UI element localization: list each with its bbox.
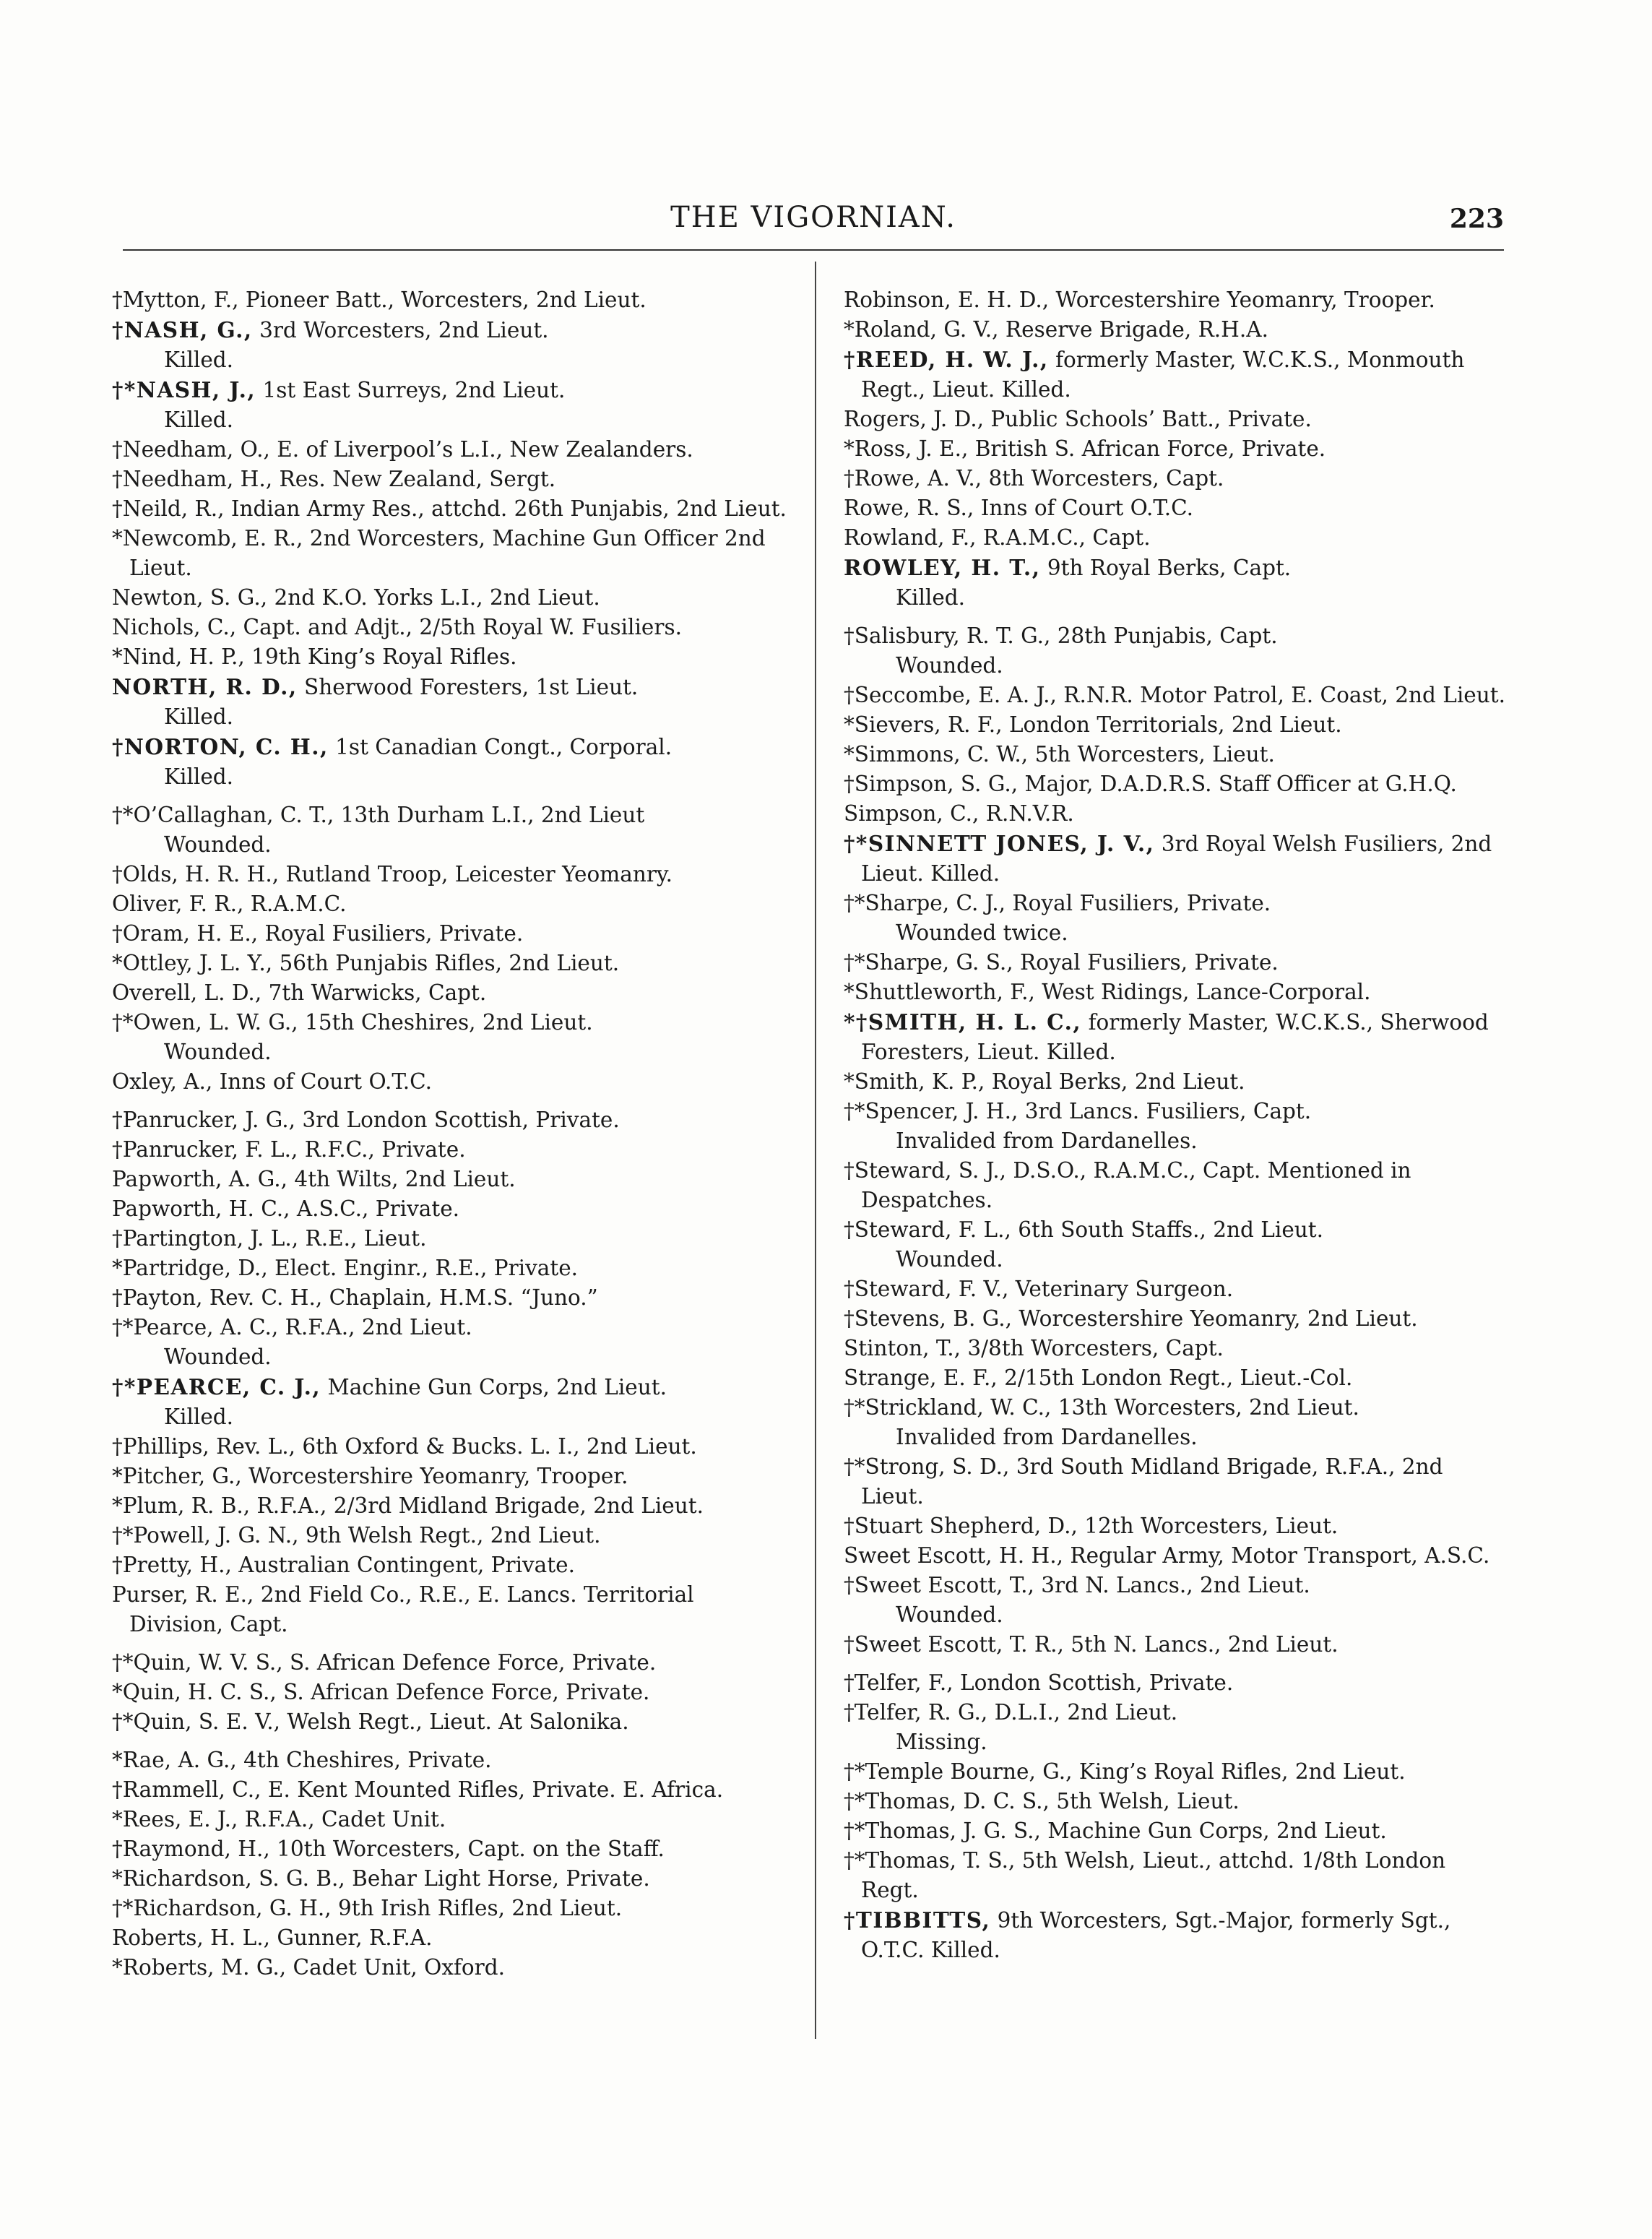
entry-details: Sherwood Foresters, 1st Lieut. — [297, 675, 639, 699]
roll-entry — [112, 1953, 787, 1983]
entry-text: †*Thomas, J. G. S., Machine Gun Corps, 2nd Lieut. — [844, 1819, 1387, 1843]
roll-entry — [112, 860, 787, 889]
roll-entry — [112, 1923, 787, 1953]
entry-text: †Oram, H. E., Royal Fusiliers, Private. — [112, 921, 524, 946]
roll-entry — [112, 1775, 787, 1805]
entry-text: *Richardson, S. G. B., Behar Light Horse, Private. — [112, 1866, 650, 1891]
entry-text: †Pretty, H., Australian Contingent, Private. — [112, 1553, 575, 1577]
roll-entry — [112, 375, 787, 435]
entry-text: †*Temple Bourne, G., King’s Royal Rifles, 2nd Lieut. — [844, 1759, 1406, 1784]
entry-text: Oliver, F. R., R.A.M.C. — [112, 892, 347, 916]
entry-name: †NORTON, C. H., — [112, 734, 329, 759]
page-title: THE VIGORNIAN. — [670, 201, 956, 234]
roll-entry — [112, 1648, 787, 1678]
roll-entry — [844, 1541, 1508, 1571]
entry-details: formerly Master, W.C.K.S., Monmouth Regt., Lieut. Killed. — [861, 348, 1465, 402]
roll-entry — [844, 948, 1508, 978]
roll-entry — [112, 949, 787, 978]
entry-text: †Stuart Shepherd, D., 12th Worcesters, Lieut. — [844, 1514, 1339, 1538]
entry-text: †Steward, F. V., Veterinary Surgeon. — [844, 1277, 1234, 1301]
roll-entry — [112, 1008, 787, 1067]
roll-entry — [112, 1224, 787, 1254]
roll-entry — [112, 1834, 787, 1864]
roll-entry — [844, 345, 1508, 405]
roll-entry — [112, 1707, 787, 1737]
entry-note: Invalided from Dardanelles. — [896, 1129, 1198, 1153]
entry-text: Simpson, C., R.N.V.R. — [844, 801, 1074, 826]
entry-text: Overell, L. D., 7th Warwicks, Capt. — [112, 980, 487, 1005]
roll-entry — [112, 285, 787, 315]
entry-name: †*PEARCE, C. J., — [112, 1374, 321, 1399]
roll-entry — [112, 465, 787, 494]
roll-entry — [844, 829, 1508, 889]
roll-entry — [112, 1313, 787, 1372]
column-divider — [815, 262, 816, 2039]
roll-entry — [844, 1007, 1508, 1067]
entry-details: 3rd Worcesters, 2nd Lieut. — [252, 318, 549, 342]
entry-text: *Roberts, M. G., Cadet Unit, Oxford. — [112, 1955, 506, 1980]
header-rule — [123, 249, 1504, 251]
entry-text: †*Sharpe, C. J., Royal Fusiliers, Private. — [844, 891, 1271, 915]
roll-entry — [112, 1521, 787, 1550]
entry-text: *Newcomb, E. R., 2nd Worcesters, Machine Gun Officer 2nd Lieut. — [112, 526, 766, 580]
entry-text: †Partington, J. L., R.E., Lieut. — [112, 1226, 427, 1251]
roll-entry — [844, 1215, 1508, 1274]
entry-note: Wounded twice. — [896, 920, 1068, 945]
roll-entry — [112, 315, 787, 375]
roll-entry — [112, 1283, 787, 1313]
roll-entry — [112, 672, 787, 732]
entry-text: Purser, R. E., 2nd Field Co., R.E., E. Lancs. Territorial Division, Capt. — [112, 1582, 694, 1636]
left-column — [112, 285, 787, 1983]
roll-entry — [844, 1067, 1508, 1097]
entry-name: †NASH, G., — [112, 317, 253, 342]
entry-text: *Plum, R. B., R.F.A., 2/3rd Midland Brigade, 2nd Lieut. — [112, 1493, 704, 1518]
roll-entry — [112, 1105, 787, 1135]
entry-text: *Simmons, C. W., 5th Worcesters, Lieut. — [844, 742, 1275, 767]
entry-text: †Panrucker, F. L., R.F.C., Private. — [112, 1137, 466, 1162]
roll-entry — [844, 1630, 1508, 1660]
roll-entry — [844, 1097, 1508, 1156]
entry-note: Wounded. — [896, 1602, 1003, 1627]
roll-entry — [844, 889, 1508, 948]
roll-entry — [844, 1698, 1508, 1757]
entry-name: ROWLEY, H. T., — [844, 555, 1041, 580]
entry-text: Robinson, E. H. D., Worcestershire Yeomanry, Trooper. — [844, 288, 1435, 312]
roll-entry — [112, 1894, 787, 1923]
entry-text: †*Sharpe, G. S., Royal Fusiliers, Private. — [844, 950, 1279, 975]
entry-text: †Rowe, A. V., 8th Worcesters, Capt. — [844, 466, 1224, 491]
entry-note: Invalided from Dardanelles. — [896, 1425, 1198, 1449]
entry-text: †*Richardson, G. H., 9th Irish Rifles, 2nd Lieut. — [112, 1896, 623, 1920]
roll-entry — [112, 1678, 787, 1707]
roll-entry — [844, 553, 1508, 613]
roll-entry — [112, 613, 787, 642]
entry-text: Sweet Escott, H. H., Regular Army, Motor Transport, A.S.C. — [844, 1543, 1490, 1568]
roll-entry — [112, 1432, 787, 1462]
entry-text: †*Thomas, T. S., 5th Welsh, Lieut., attchd. 1/8th London Regt. — [844, 1848, 1446, 1902]
roll-entry — [112, 1550, 787, 1580]
roll-entry — [844, 464, 1508, 493]
entry-text: *Shuttleworth, F., West Ridings, Lance-Corporal. — [844, 980, 1371, 1004]
roll-entry — [112, 524, 787, 583]
entry-text: †*Thomas, D. C. S., 5th Welsh, Lieut. — [844, 1789, 1240, 1813]
roll-entry — [844, 799, 1508, 829]
roll-entry — [112, 801, 787, 860]
entry-text: †*Spencer, J. H., 3rd Lancs. Fusiliers, Capt. — [844, 1099, 1312, 1123]
entry-details: 1st Canadian Congt., Corporal. — [328, 735, 673, 759]
entry-text: *Rees, E. J., R.F.A., Cadet Unit. — [112, 1807, 446, 1832]
roll-entry — [844, 1304, 1508, 1334]
entry-text: †*Quin, W. V. S., S. African Defence Force, Private. — [112, 1650, 657, 1675]
entry-details: 9th Worcesters, Sgt.-Major, formerly Sgt., O.T.C. Killed. — [861, 1908, 1451, 1962]
roll-entry — [112, 978, 787, 1008]
entry-text: Newton, S. G., 2nd K.O. Yorks L.I., 2nd Lieut. — [112, 585, 600, 610]
roll-entry — [112, 435, 787, 465]
entry-text: Oxley, A., Inns of Court O.T.C. — [112, 1069, 432, 1094]
entry-text: †*Strickland, W. C., 13th Worcesters, 2nd Lieut. — [844, 1395, 1359, 1420]
entry-text: Rowe, R. S., Inns of Court O.T.C. — [844, 496, 1194, 520]
entry-note: Wounded. — [896, 1247, 1003, 1272]
entry-text: †Neild, R., Indian Army Res., attchd. 26th Punjabis, 2nd Lieut. — [112, 496, 787, 521]
entry-text: Nichols, C., Capt. and Adjt., 2/5th Royal W. Fusiliers. — [112, 615, 682, 639]
roll-entry — [844, 1787, 1508, 1816]
roll-entry — [844, 1846, 1508, 1905]
entry-text: †Sweet Escott, T., 3rd N. Lancs., 2nd Lieut. — [844, 1573, 1310, 1597]
roll-entry — [112, 583, 787, 613]
roll-entry — [112, 1372, 787, 1432]
entry-text: Stinton, T., 3/8th Worcesters, Capt. — [844, 1336, 1224, 1360]
entry-note: Killed. — [896, 585, 966, 610]
entry-text: *Pitcher, G., Worcestershire Yeomanry, Trooper. — [112, 1464, 628, 1488]
roll-entry — [112, 494, 787, 524]
roll-entry — [844, 769, 1508, 799]
entry-text: †*Pearce, A. C., R.F.A., 2nd Lieut. — [112, 1315, 472, 1339]
entry-text: †*O’Callaghan, C. T., 13th Durham L.I., 2nd Lieut — [112, 803, 645, 827]
roll-entry — [844, 681, 1508, 710]
entry-note: Wounded. — [164, 1040, 272, 1064]
entry-text: *Quin, H. C. S., S. African Defence Force, Private. — [112, 1680, 650, 1704]
entry-note: Missing. — [896, 1730, 987, 1754]
entry-text: *Ottley, J. L. Y., 56th Punjabis Rifles, 2nd Lieut. — [112, 951, 620, 975]
entry-text: †Telfer, R. G., D.L.I., 2nd Lieut. — [844, 1700, 1178, 1725]
entry-note: Wounded. — [164, 832, 272, 857]
roll-entry — [844, 1668, 1508, 1698]
entry-name: †*NASH, J., — [112, 377, 256, 402]
entry-text: †Olds, H. R. H., Rutland Troop, Leicester Yeomanry. — [112, 862, 673, 886]
entry-text: Roberts, H. L., Gunner, R.F.A. — [112, 1925, 433, 1950]
roll-entry — [112, 1746, 787, 1775]
entry-text: †Needham, H., Res. New Zealand, Sergt. — [112, 467, 556, 491]
entry-text: †Sweet Escott, T. R., 5th N. Lancs., 2nd Lieut. — [844, 1632, 1339, 1657]
roll-entry — [844, 1511, 1508, 1541]
entry-text: Strange, E. F., 2/15th London Regt., Lieut.-Col. — [844, 1366, 1353, 1390]
roll-entry — [844, 1334, 1508, 1363]
roll-entry — [844, 1571, 1508, 1630]
page-number: 223 — [1449, 204, 1504, 234]
entry-text: †Telfer, F., London Scottish, Private. — [844, 1670, 1234, 1695]
entry-details: formerly Master, W.C.K.S., Sherwood Foresters, Lieut. Killed. — [861, 1010, 1489, 1064]
entry-text: *Nind, H. P., 19th King’s Royal Rifles. — [112, 644, 517, 669]
roll-entry — [112, 1491, 787, 1521]
entry-name: NORTH, R. D., — [112, 674, 298, 699]
roll-entry — [112, 1165, 787, 1194]
entry-text: Papworth, H. C., A.S.C., Private. — [112, 1196, 460, 1221]
entry-note: Killed. — [164, 348, 234, 372]
roll-entry — [844, 978, 1508, 1007]
entry-note: Killed. — [164, 704, 234, 729]
entry-text: *Rae, A. G., 4th Cheshires, Private. — [112, 1748, 492, 1772]
entry-text: †*Quin, S. E. V., Welsh Regt., Lieut. At Salonika. — [112, 1709, 629, 1734]
roll-entry — [844, 493, 1508, 523]
roll-entry — [112, 1135, 787, 1165]
roll-entry — [844, 1363, 1508, 1393]
entry-text: †*Powell, J. G. N., 9th Welsh Regt., 2nd Lieut. — [112, 1523, 601, 1548]
entry-text: †Salisbury, R. T. G., 28th Punjabis, Capt. — [844, 624, 1278, 648]
roll-entry — [112, 1580, 787, 1639]
roll-entry — [112, 732, 787, 792]
roll-entry — [844, 1393, 1508, 1452]
right-column — [844, 285, 1508, 1965]
entry-note: Killed. — [164, 764, 234, 789]
entry-note: Wounded. — [896, 653, 1003, 678]
roll-entry — [844, 621, 1508, 681]
roll-entry — [112, 1864, 787, 1894]
entry-text: *Partridge, D., Elect. Enginr., R.E., Private. — [112, 1256, 579, 1280]
entry-text: †Mytton, F., Pioneer Batt., Worcesters, 2nd Lieut. — [112, 288, 646, 312]
roll-entry — [112, 1194, 787, 1224]
roll-entry — [844, 1156, 1508, 1215]
roll-entry — [844, 1274, 1508, 1304]
entry-text: †Seccombe, E. A. J., R.N.R. Motor Patrol, E. Coast, 2nd Lieut. — [844, 683, 1505, 707]
roll-entry — [844, 523, 1508, 553]
entry-name: †REED, H. W. J., — [844, 347, 1049, 372]
entry-text: †Panrucker, J. G., 3rd London Scottish, Private. — [112, 1108, 620, 1132]
roll-entry — [112, 642, 787, 672]
entry-text: †Steward, S. J., D.S.O., R.A.M.C., Capt. Mentioned in Despatches. — [844, 1158, 1411, 1212]
entry-details: 3rd Royal Welsh Fusiliers, 2nd Lieut. Killed. — [861, 832, 1492, 886]
entry-details: 9th Royal Berks, Capt. — [1040, 556, 1292, 580]
roll-entry — [112, 1805, 787, 1834]
roll-entry — [844, 405, 1508, 434]
entry-text: Rogers, J. D., Public Schools’ Batt., Private. — [844, 407, 1312, 431]
roll-entry — [844, 1757, 1508, 1787]
roll-entry — [844, 740, 1508, 769]
page-header — [123, 201, 1504, 251]
entry-text: *Smith, K. P., Royal Berks, 2nd Lieut. — [844, 1069, 1245, 1094]
roll-entry — [112, 1067, 787, 1097]
entry-text: †Rammell, C., E. Kent Mounted Rifles, Private. E. Africa. — [112, 1777, 724, 1802]
roll-entry — [112, 1462, 787, 1491]
entry-text: †*Strong, S. D., 3rd South Midland Brigade, R.F.A., 2nd Lieut. — [844, 1454, 1443, 1509]
entry-text: Papworth, A. G., 4th Wilts, 2nd Lieut. — [112, 1167, 516, 1191]
entry-text: †Simpson, S. G., Major, D.A.D.R.S. Staff Officer at G.H.Q. — [844, 772, 1457, 796]
roll-entry — [112, 889, 787, 919]
entry-text: *Roland, G. V., Reserve Brigade, R.H.A. — [844, 317, 1268, 342]
entry-text: Rowland, F., R.A.M.C., Capt. — [844, 525, 1151, 550]
roll-entry — [844, 285, 1508, 315]
entry-text: †*Owen, L. W. G., 15th Cheshires, 2nd Lieut. — [112, 1010, 593, 1035]
entry-details: 1st East Surreys, 2nd Lieut. — [256, 378, 566, 402]
roll-entry — [112, 1254, 787, 1283]
roll-entry — [844, 1452, 1508, 1511]
entry-text: †Payton, Rev. C. H., Chaplain, H.M.S. “Juno.” — [112, 1285, 598, 1310]
entry-note: Wounded. — [164, 1345, 272, 1369]
entry-text: *Ross, J. E., British S. African Force, Private. — [844, 436, 1326, 461]
entry-text: †Raymond, H., 10th Worcesters, Capt. on the Staff. — [112, 1837, 665, 1861]
entry-note: Killed. — [164, 1405, 234, 1429]
entry-text: †Stevens, B. G., Worcestershire Yeomanry, 2nd Lieut. — [844, 1306, 1418, 1331]
roll-entry — [844, 1816, 1508, 1846]
entry-note: Killed. — [164, 407, 234, 432]
roll-entry — [844, 315, 1508, 345]
roll-entry — [844, 434, 1508, 464]
entry-name: †*SINNETT JONES, J. V., — [844, 831, 1155, 856]
entry-name: †TIBBITTS, — [844, 1907, 991, 1933]
roll-entry — [844, 710, 1508, 740]
entry-name: *†SMITH, H. L. C., — [844, 1009, 1082, 1035]
roll-entry — [112, 919, 787, 949]
entry-text: *Sievers, R. F., London Territorials, 2nd Lieut. — [844, 712, 1342, 737]
roll-entry — [844, 1905, 1508, 1965]
entry-details: Machine Gun Corps, 2nd Lieut. — [321, 1375, 667, 1399]
entry-text: †Steward, F. L., 6th South Staffs., 2nd Lieut. — [844, 1217, 1324, 1242]
entry-text: †Phillips, Rev. L., 6th Oxford & Bucks. L. I., 2nd Lieut. — [112, 1434, 697, 1459]
entry-text: †Needham, O., E. of Liverpool’s L.I., New Zealanders. — [112, 437, 693, 462]
